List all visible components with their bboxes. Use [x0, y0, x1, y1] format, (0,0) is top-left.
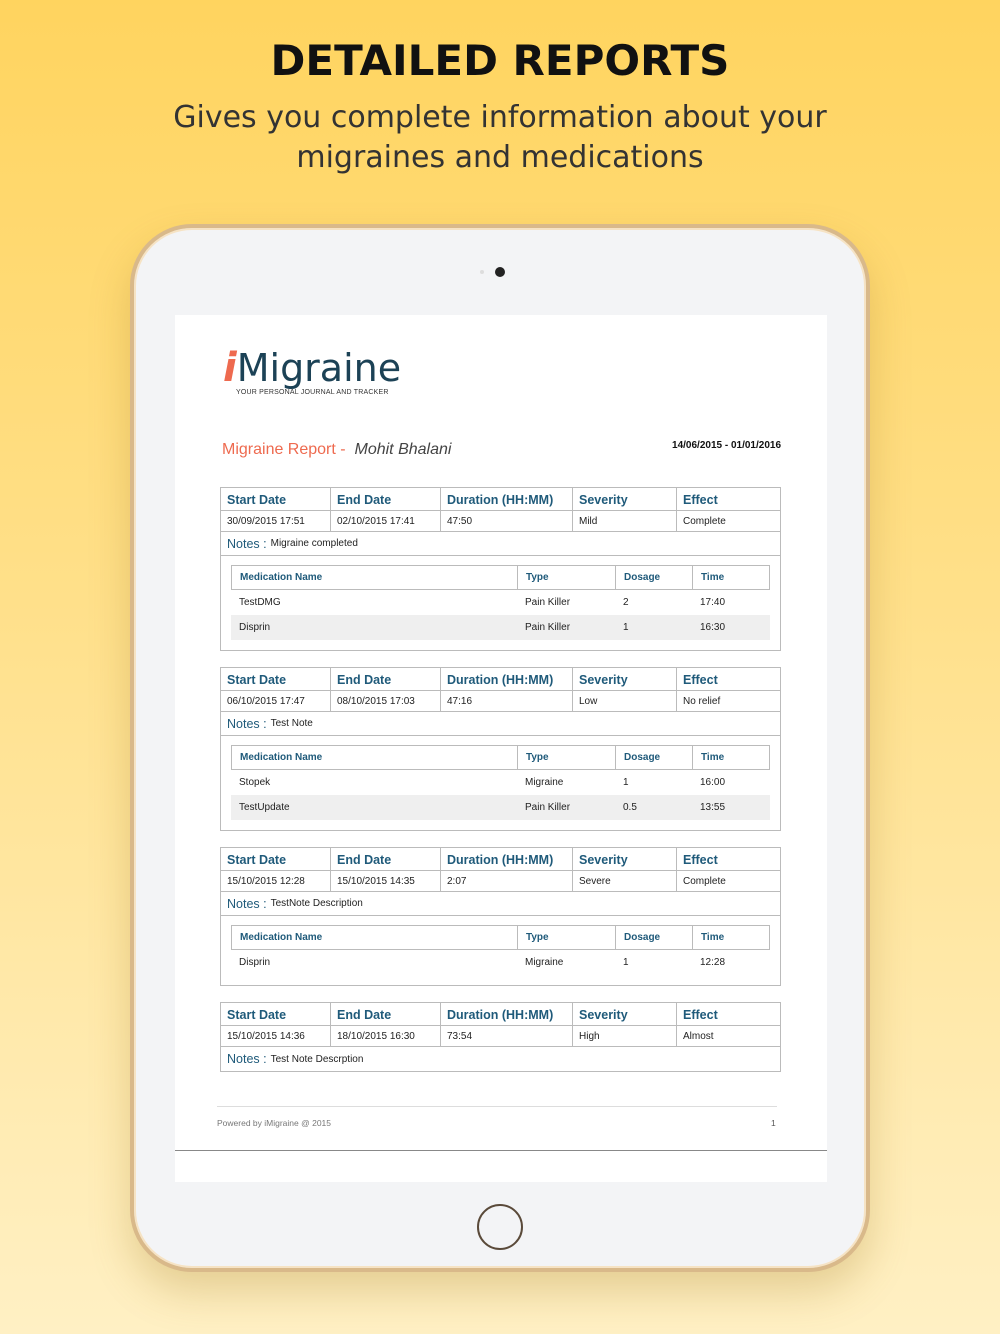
medication-column-header: Medication Name	[232, 566, 518, 589]
medication-header-row	[231, 925, 770, 950]
cell-effect: Complete	[683, 876, 726, 887]
medication-column-header: Dosage	[616, 926, 693, 949]
medication-dosage: 0.5	[623, 802, 637, 813]
column-header: Effect	[683, 1008, 718, 1022]
medication-type: Migraine	[525, 777, 564, 788]
notes-text: Test Note Descrption	[270, 1053, 364, 1065]
cell-start: 15/10/2015 12:28	[221, 871, 331, 891]
page-divider	[175, 1150, 827, 1151]
medication-time: 12:28	[700, 957, 726, 968]
medication-dosage: 1	[623, 777, 629, 788]
medication-dosage: 1	[623, 957, 629, 968]
record-data-row	[221, 691, 780, 712]
column-header: Severity	[573, 488, 677, 510]
record-header-row	[221, 848, 780, 871]
medication-header-row	[231, 565, 770, 590]
cell-start: 30/09/2015 17:51	[221, 511, 331, 531]
column-header: Severity	[573, 1003, 677, 1025]
cell-end: 15/10/2015 14:35	[331, 871, 441, 891]
medication-dosage: 1	[623, 622, 629, 633]
cell-effect: Almost	[683, 1031, 714, 1042]
column-header: Effect	[683, 853, 718, 867]
logo-tagline: YOUR PERSONAL JOURNAL AND TRACKER	[236, 389, 389, 396]
migraine-record	[220, 847, 781, 986]
home-button[interactable]	[477, 1204, 523, 1250]
sensor-icon	[480, 270, 484, 274]
camera-icon	[495, 267, 505, 277]
cell-duration: 2:07	[441, 871, 573, 891]
column-header: Severity	[573, 668, 677, 690]
date-range: 14/06/2015 - 01/01/2016	[672, 440, 781, 451]
column-header: End Date	[331, 848, 441, 870]
medication-column-header: Type	[518, 926, 616, 949]
migraine-record	[220, 487, 781, 651]
medication-time: 16:30	[700, 622, 726, 633]
logo-name: Migraine	[236, 346, 402, 390]
cell-severity: Severe	[573, 871, 677, 891]
medication-name: TestUpdate	[239, 802, 290, 813]
medication-row	[231, 770, 770, 795]
report-title	[222, 441, 451, 459]
medication-name: Disprin	[239, 622, 271, 633]
column-header: Start Date	[221, 488, 331, 510]
cell-end: 02/10/2015 17:41	[331, 511, 441, 531]
record-header-row	[221, 488, 780, 511]
column-header: Effect	[683, 493, 718, 507]
medication-dosage: 2	[623, 597, 629, 608]
notes-row	[221, 1047, 780, 1071]
medication-column-header: Medication Name	[232, 746, 518, 769]
page-number: 1	[771, 1118, 776, 1128]
notes-label: Notes :	[227, 716, 267, 731]
medication-row	[231, 615, 770, 640]
medication-column-header: Time	[701, 932, 725, 943]
record-data-row	[221, 1026, 780, 1047]
medication-table	[221, 736, 780, 830]
medication-column-header: Type	[518, 566, 616, 589]
column-header: Start Date	[221, 1003, 331, 1025]
cell-severity: Mild	[573, 511, 677, 531]
notes-text: Migraine completed	[270, 538, 358, 549]
medication-time: 16:00	[700, 777, 726, 788]
record-header-row	[221, 1003, 780, 1026]
column-header: End Date	[331, 668, 441, 690]
medication-column-header: Medication Name	[232, 926, 518, 949]
medication-table	[221, 916, 780, 985]
cell-severity: Low	[573, 691, 677, 711]
notes-label: Notes :	[227, 896, 267, 911]
patient-name: Mohit Bhalani	[354, 441, 452, 458]
cell-start: 06/10/2015 17:47	[221, 691, 331, 711]
column-header: Severity	[573, 848, 677, 870]
medication-name: TestDMG	[239, 597, 281, 608]
medication-type: Pain Killer	[525, 597, 571, 608]
notes-row	[221, 532, 780, 556]
column-header: Duration (HH:MM)	[441, 488, 573, 510]
footer-divider	[217, 1106, 777, 1107]
notes-text: Test Note	[270, 718, 313, 729]
cell-end: 08/10/2015 17:03	[331, 691, 441, 711]
notes-row	[221, 712, 780, 736]
record-header-row	[221, 668, 780, 691]
medication-row	[231, 590, 770, 615]
cell-severity: High	[573, 1026, 677, 1046]
medication-type: Migraine	[525, 957, 564, 968]
medication-name: Disprin	[239, 957, 271, 968]
medication-column-header: Time	[701, 572, 725, 583]
medication-row	[231, 950, 770, 975]
record-data-row	[221, 871, 780, 892]
medication-type: Pain Killer	[525, 622, 571, 633]
column-header: Start Date	[221, 848, 331, 870]
cell-duration: 47:50	[441, 511, 573, 531]
notes-row	[221, 892, 780, 916]
medication-name: Stopek	[239, 777, 271, 788]
medication-time: 17:40	[700, 597, 726, 608]
subheadline: Gives you complete information about your migraines and medications	[173, 100, 827, 175]
headline: DETAILED REPORTS	[270, 36, 730, 85]
column-header: Effect	[683, 673, 718, 687]
column-header: Start Date	[221, 668, 331, 690]
medication-column-header: Dosage	[616, 746, 693, 769]
medication-time: 13:55	[700, 802, 726, 813]
medication-column-header: Dosage	[616, 566, 693, 589]
logo	[223, 345, 401, 391]
cell-duration: 47:16	[441, 691, 573, 711]
column-header: Duration (HH:MM)	[441, 848, 573, 870]
notes-label: Notes :	[227, 536, 267, 551]
logo-i: i	[223, 345, 237, 391]
medication-column-header: Type	[518, 746, 616, 769]
medication-type: Pain Killer	[525, 802, 571, 813]
cell-start: 15/10/2015 14:36	[221, 1026, 331, 1046]
column-header: Duration (HH:MM)	[441, 1003, 573, 1025]
notes-text: TestNote Description	[270, 898, 363, 909]
column-header: End Date	[331, 488, 441, 510]
report-document	[175, 315, 827, 1182]
column-header: End Date	[331, 1003, 441, 1025]
medication-column-header: Time	[701, 752, 725, 763]
medication-row	[231, 795, 770, 820]
record-data-row	[221, 511, 780, 532]
footer-powered: Powered by iMigraine @ 2015	[217, 1118, 331, 1128]
column-header: Duration (HH:MM)	[441, 668, 573, 690]
report-title-text: Migraine Report	[222, 441, 336, 458]
cell-end: 18/10/2015 16:30	[331, 1026, 441, 1046]
migraine-record	[220, 1002, 781, 1072]
cell-duration: 73:54	[441, 1026, 573, 1046]
notes-label: Notes :	[227, 1052, 267, 1066]
medication-table	[221, 556, 780, 650]
medication-header-row	[231, 745, 770, 770]
cell-effect: Complete	[683, 516, 726, 527]
title-separator: -	[335, 441, 351, 458]
migraine-record	[220, 667, 781, 831]
records-list	[220, 487, 781, 1088]
cell-effect: No relief	[683, 696, 721, 707]
